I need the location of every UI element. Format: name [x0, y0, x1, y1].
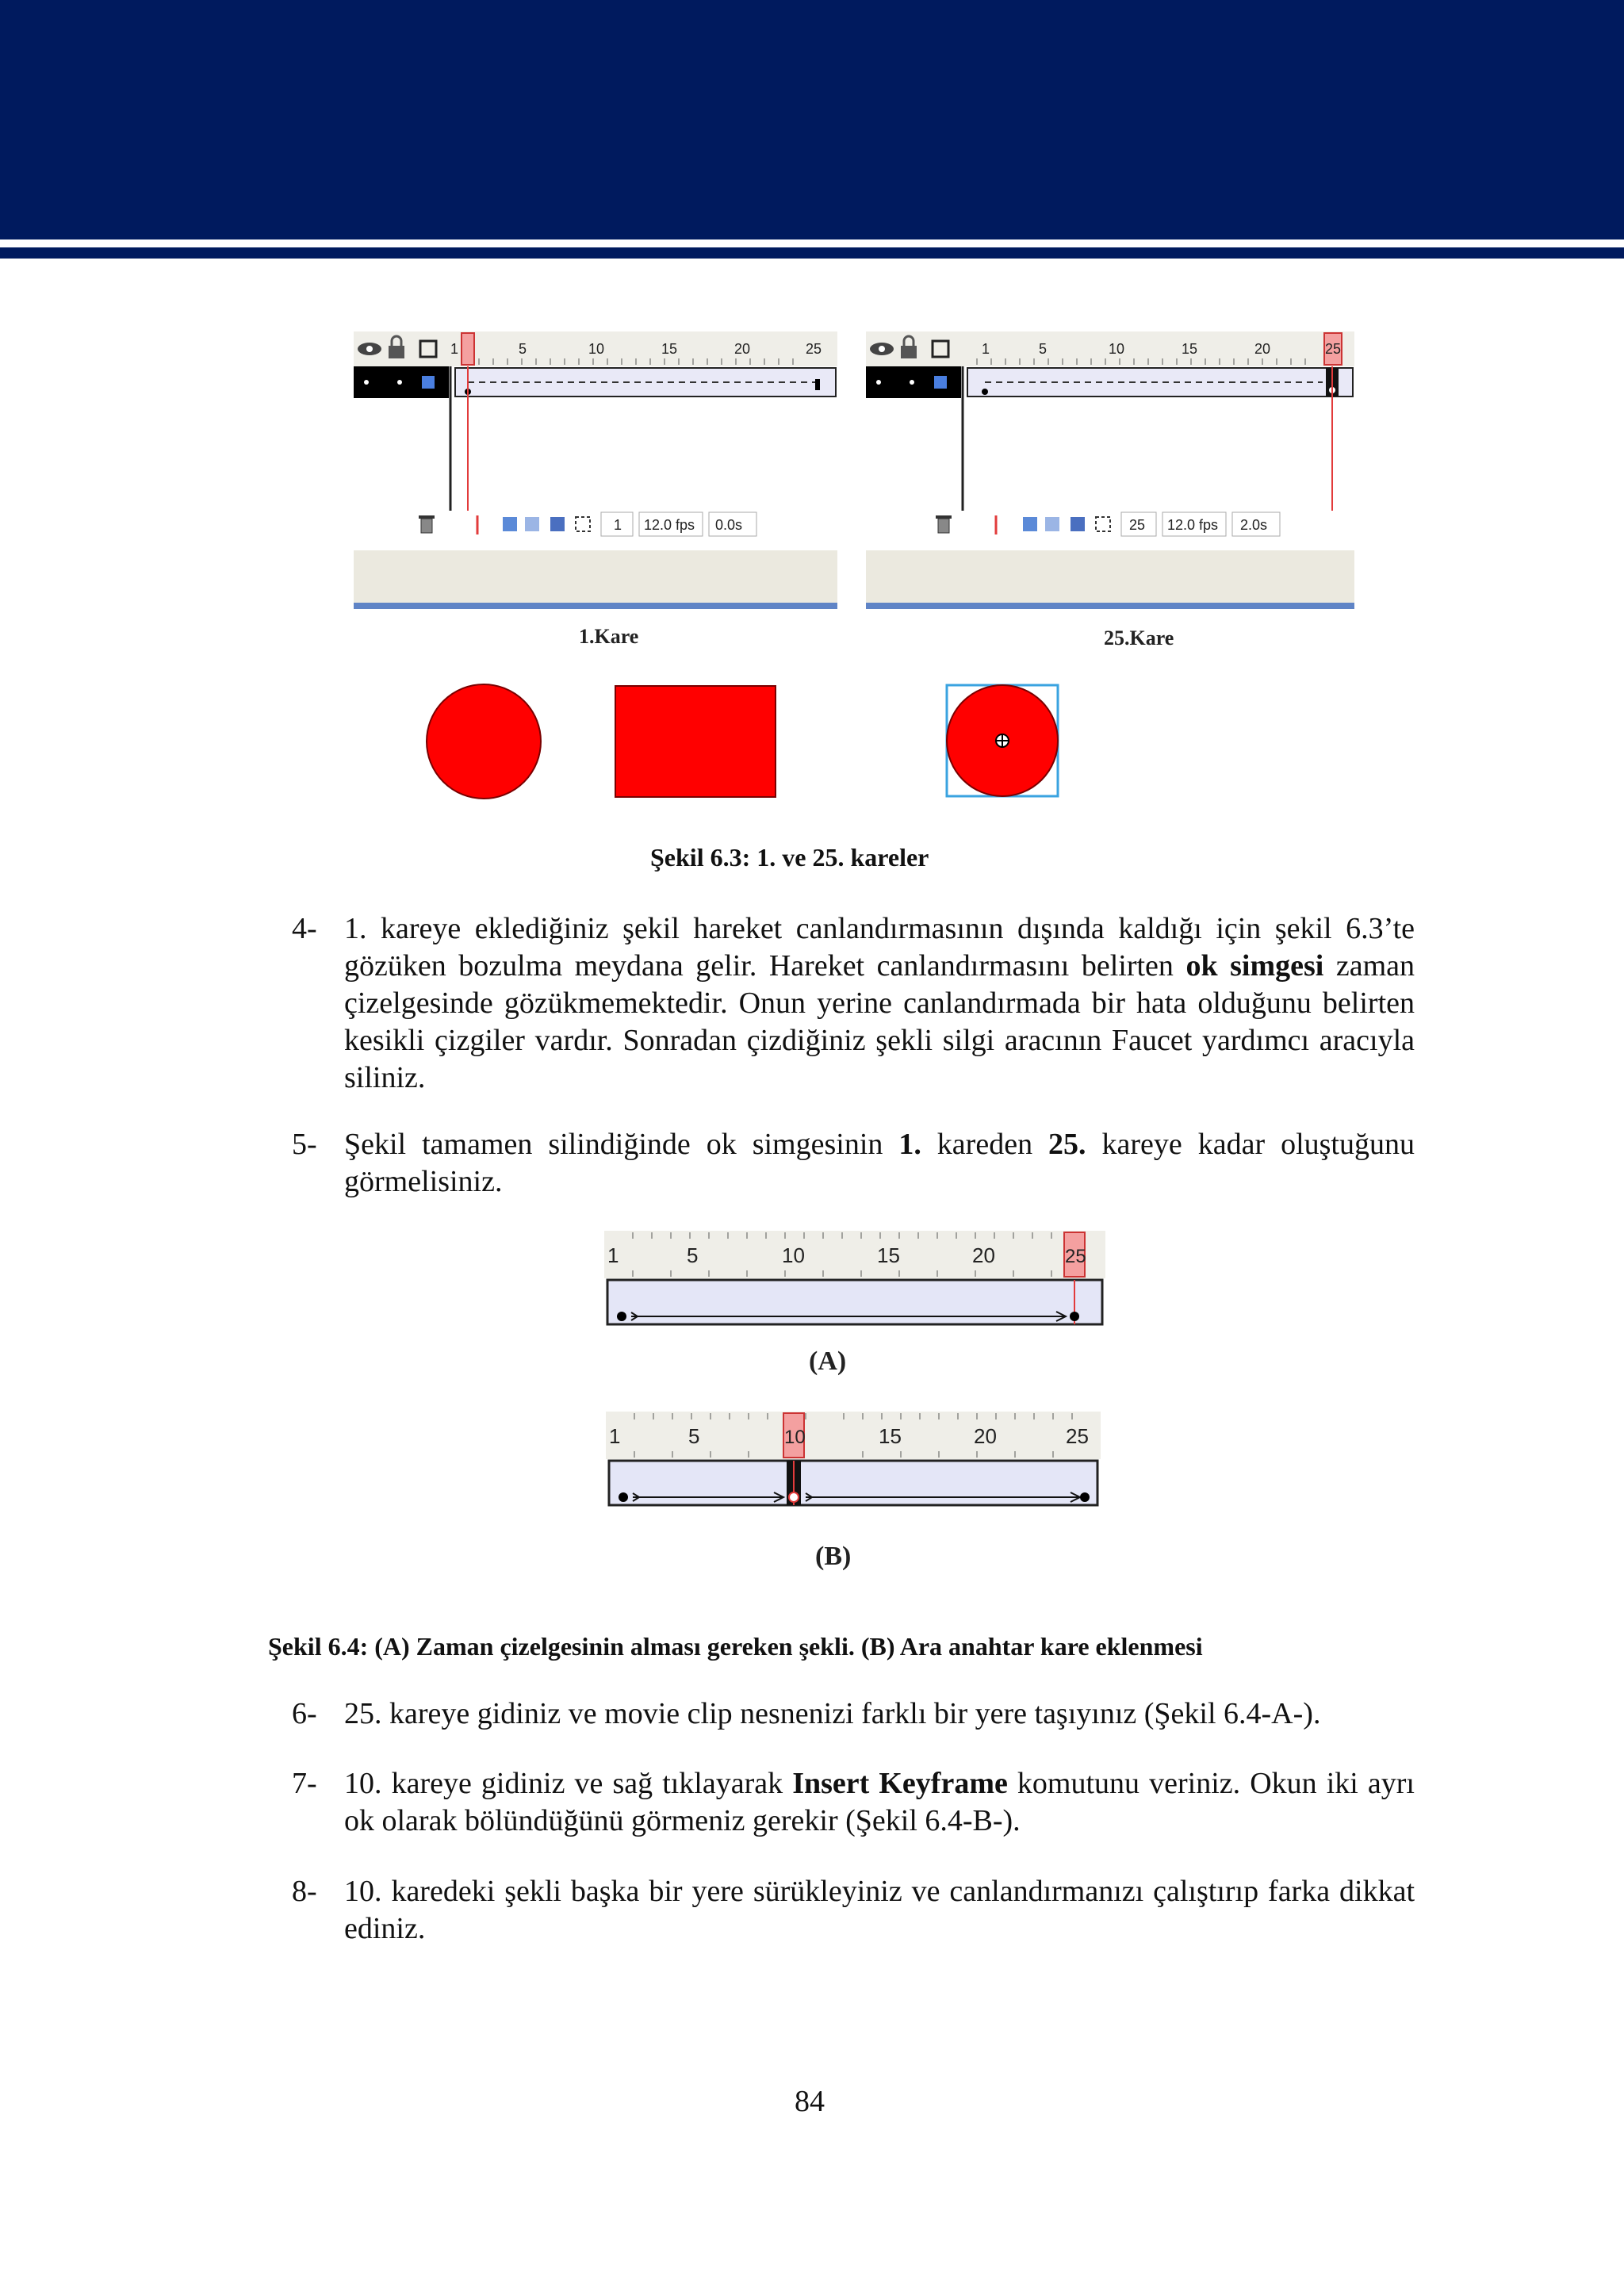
ruler-label: 1: [450, 341, 459, 357]
ruler-label: 10: [782, 1243, 805, 1267]
ruler-label: 25: [1065, 1246, 1086, 1267]
step-bold-term: 1.: [898, 1128, 921, 1161]
step-bold-term: ok simgesi: [1185, 949, 1324, 983]
frame-label-left: 1.Kare: [579, 625, 639, 648]
step-6: [292, 1695, 1415, 1733]
timeline-panel-left: [354, 331, 837, 609]
step-text: 25. kareye gidiniz ve movie clip nesnenizi farklı bir yere taşıyınız (Şekil 6.4-A-).: [344, 1697, 1321, 1730]
step-text: kareden: [921, 1128, 1049, 1161]
ruler-label: 5: [688, 1424, 700, 1448]
ruler-label: 1: [982, 341, 990, 357]
red-circle-shape[interactable]: [427, 684, 541, 799]
layer-color-icon: [422, 376, 435, 389]
playhead-marker[interactable]: [462, 333, 474, 365]
timeline-left-svg: [354, 331, 837, 609]
fps-value: 12.0 fps: [1167, 517, 1219, 533]
eye-icon[interactable]: [870, 343, 894, 355]
current-frame-value: 1: [614, 517, 622, 533]
step-text: Şekil tamamen silindiğinde ok simgesinin: [344, 1128, 899, 1161]
ruler-label: 20: [972, 1243, 995, 1267]
onion-outline-icon[interactable]: [1045, 517, 1059, 531]
step-5: [292, 1126, 1415, 1201]
trash-icon[interactable]: [936, 515, 952, 533]
step-text: 10. kareye gidiniz ve sağ tıklayarak: [344, 1767, 793, 1800]
step-7: [292, 1765, 1415, 1840]
ruler-label: 15: [879, 1424, 902, 1448]
timeline-b: [606, 1412, 1101, 1515]
timeline-a: [604, 1231, 1105, 1334]
ruler-label: 20: [1254, 341, 1271, 357]
red-rectangle-shape[interactable]: [615, 686, 776, 797]
trash-icon[interactable]: [419, 515, 435, 533]
ruler-label: 5: [519, 341, 527, 357]
ruler-label: 25: [1066, 1424, 1089, 1448]
header-banner: [0, 0, 1624, 239]
stage-shapes: [412, 674, 1078, 809]
step-text: komutunu veriniz. Okun iki ayrı ok olarak bölündüğünü görmeniz gerekir (Şekil 6.4-B-).: [344, 1767, 1415, 1837]
figure-6-3-caption: Şekil 6.3: 1. ve 25. kareler: [650, 843, 929, 872]
step-number: 8-: [292, 1875, 317, 1908]
ruler-label: 5: [1039, 341, 1048, 357]
ruler-label: 15: [877, 1243, 900, 1267]
timeline-b-label: (B): [815, 1542, 852, 1571]
edit-multiple-icon[interactable]: [550, 517, 565, 531]
layer-color-icon: [934, 376, 947, 389]
timeline-right-svg: [866, 331, 1354, 609]
timeline-panel-right: [866, 331, 1354, 609]
ruler-label: 15: [1182, 341, 1198, 357]
step-4: [292, 910, 1415, 1097]
ruler-label: 15: [661, 341, 678, 357]
eye-icon[interactable]: [358, 343, 381, 355]
step-number: 7-: [292, 1767, 317, 1800]
ruler-label: 5: [687, 1243, 699, 1267]
header-rule: [0, 247, 1624, 259]
ruler-label: 20: [734, 341, 751, 357]
fps-value: 12.0 fps: [644, 517, 695, 533]
step-8: [292, 1873, 1415, 1948]
ruler-label: 10: [1109, 341, 1125, 357]
onion-outline-icon[interactable]: [525, 517, 539, 531]
ruler-label: 10: [784, 1427, 806, 1448]
step-number: 6-: [292, 1697, 317, 1730]
time-value: 2.0s: [1240, 517, 1268, 533]
step-text: kareye kadar oluştuğunu görmelisiniz.: [344, 1128, 1415, 1198]
ruler-label: 25: [806, 341, 822, 357]
ruler-label: 1: [607, 1243, 619, 1267]
ruler-label: 10: [588, 341, 605, 357]
page-number: 84: [795, 2085, 825, 2118]
onion-skin-icon[interactable]: [503, 517, 517, 531]
onion-skin-icon[interactable]: [1023, 517, 1037, 531]
step-number: 5-: [292, 1128, 317, 1161]
step-number: 4-: [292, 912, 317, 945]
frame-label-right: 25.Kare: [1104, 626, 1174, 649]
current-frame-value: 25: [1129, 517, 1146, 533]
step-bold-term: Insert Keyframe: [792, 1767, 1008, 1800]
registration-point-icon: [996, 734, 1009, 747]
step-text: 1. kareye eklediğiniz şekil hareket canlandırmasının dışında kaldığı için şekil 6.3’te gözüken bozulma meydana gelir. Hareket canlandırmasını belirten: [344, 912, 1415, 983]
time-value: 0.0s: [715, 517, 743, 533]
ruler-label: 20: [974, 1424, 997, 1448]
figure-6-4-caption: Şekil 6.4: (A) Zaman çizelgesinin alması gereken şekli. (B) Ara anahtar kare eklenmesi: [268, 1632, 1203, 1661]
step-bold-term: 25.: [1048, 1128, 1086, 1161]
edit-multiple-icon[interactable]: [1071, 517, 1085, 531]
ruler-label: 1: [609, 1424, 621, 1448]
step-text: 10. karedeki şekli başka bir yere sürükleyiniz ve canlandırmanızı çalıştırıp farka dikkat ediniz.: [344, 1875, 1415, 1945]
timeline-a-label: (A): [809, 1347, 847, 1376]
ruler-label: 25: [1325, 341, 1342, 357]
step-text: zaman çizelgesinde gözükmemektedir. Onun yerine canlandırmada bir hata olduğunu belirten kesikli çizgiler vardır. Sonradan çizdiğiniz şekli silgi aracının Faucet yardımcı aracıyla siliniz.: [344, 949, 1415, 1094]
